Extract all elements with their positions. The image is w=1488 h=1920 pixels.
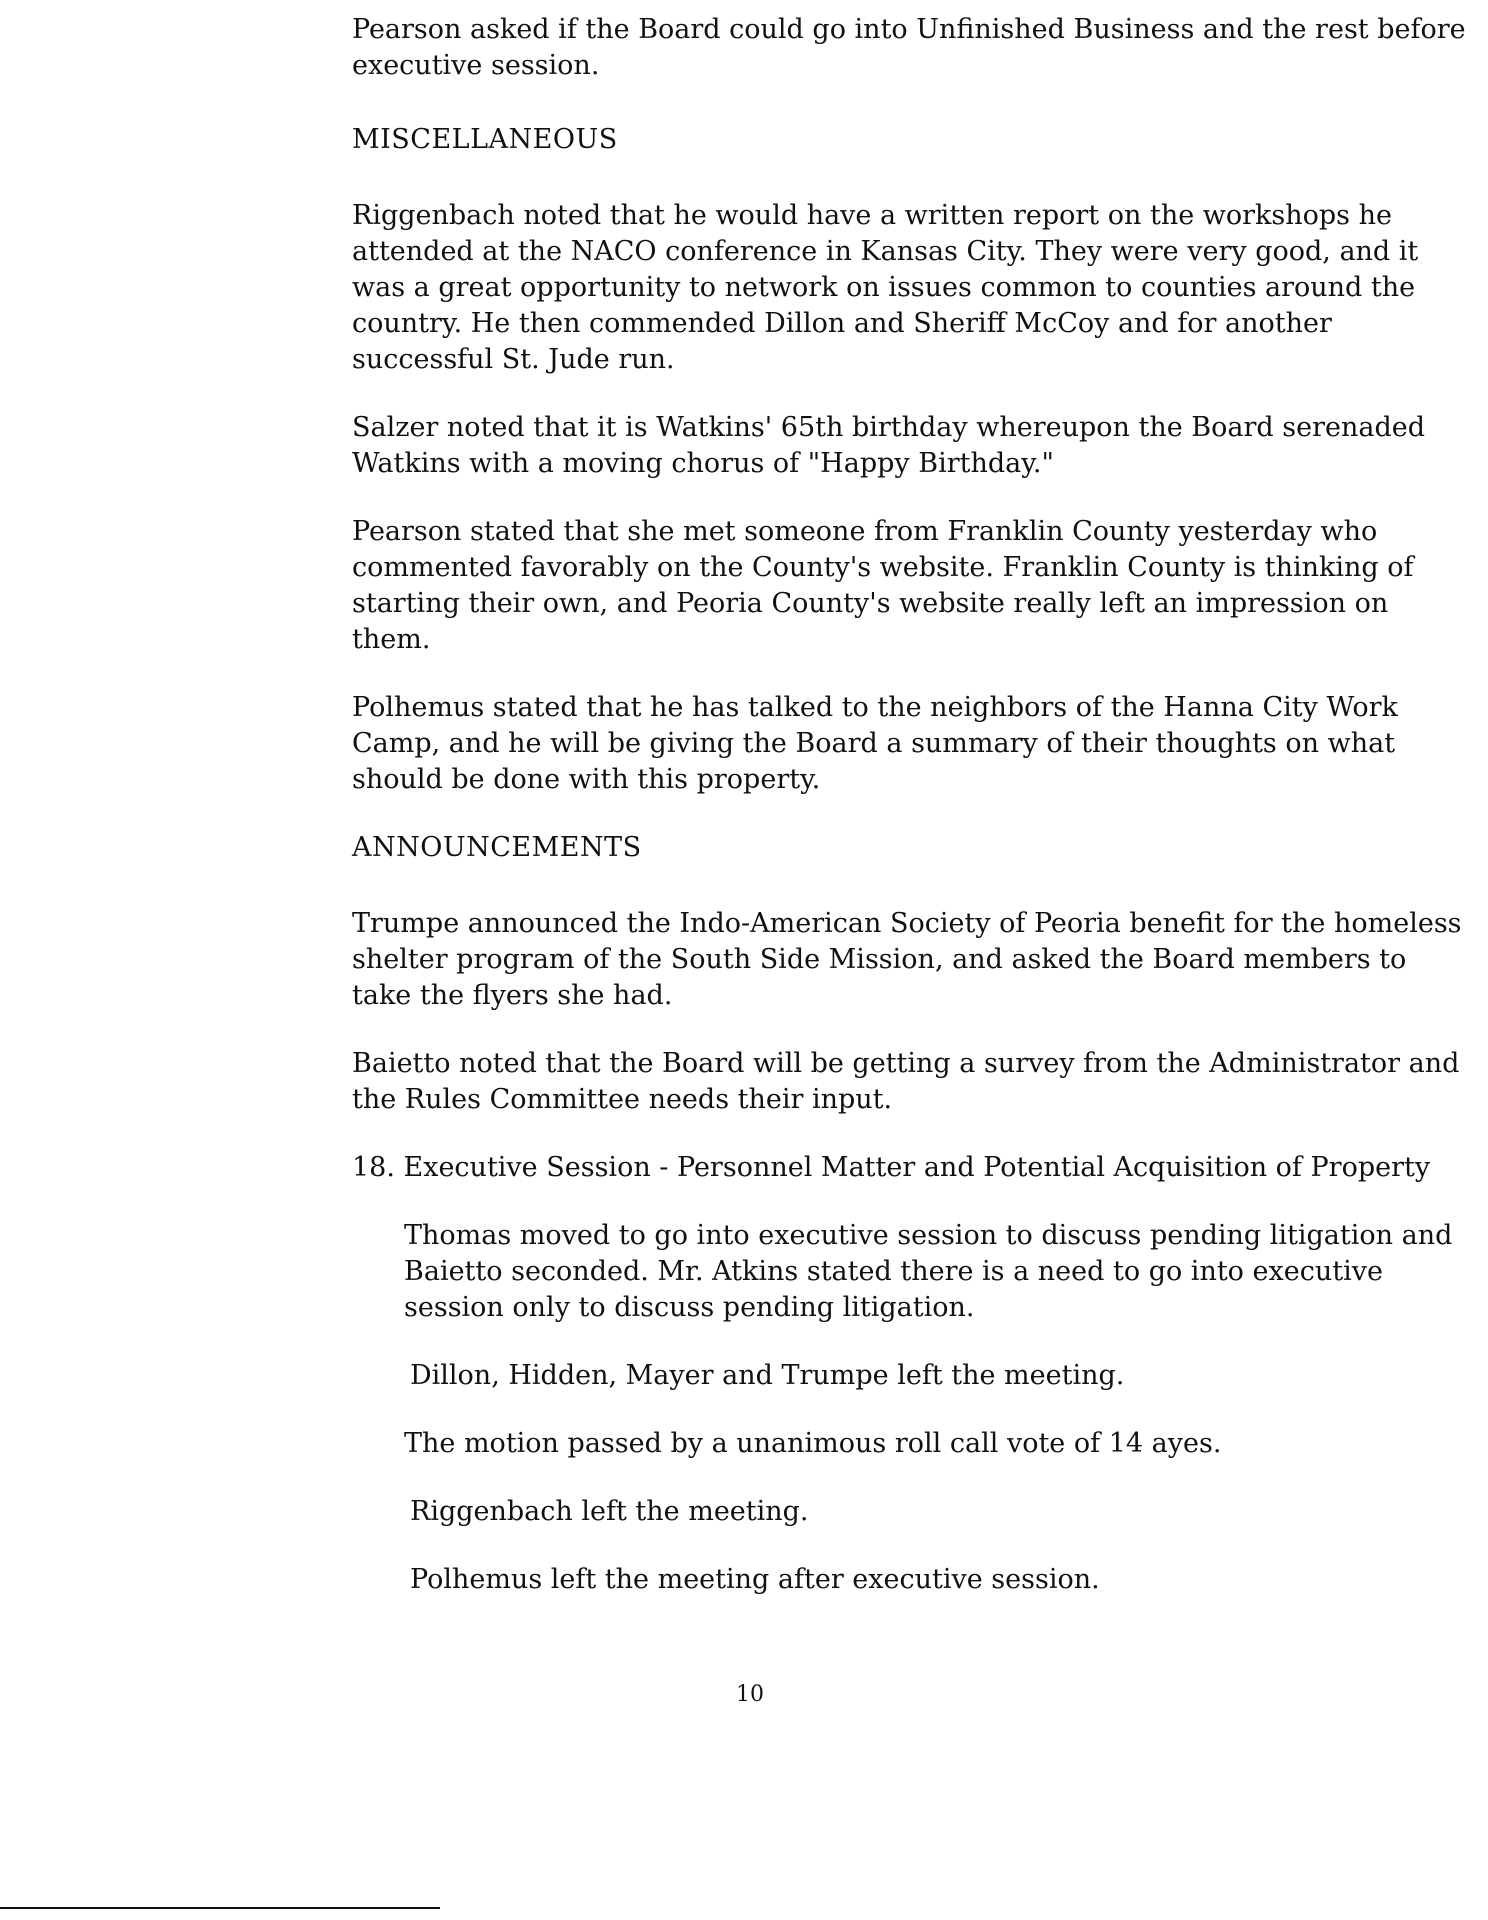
paragraph-salzer: Salzer noted that it is Watkins' 65th birthday whereupon the Board serenaded Watkins with a moving chorus of "Happy Birthday." bbox=[352, 412, 1426, 479]
footer-rule bbox=[0, 1907, 440, 1909]
page-number: 10 bbox=[736, 1682, 764, 1707]
page-content bbox=[352, 12, 1470, 1598]
paragraph-polhemus-left: Polhemus left the meeting after executive session. bbox=[410, 1564, 1100, 1595]
paragraph-motion: The motion passed by a unanimous roll call vote of 14 ayes. bbox=[404, 1428, 1222, 1459]
paragraph-riggenbach-left: Riggenbach left the meeting. bbox=[410, 1496, 809, 1527]
paragraph-thomas: Thomas moved to go into executive session to discuss pending litigation and Baietto seconded. Mr. Atkins stated there is a need to go into executive session only to discuss pending litigation. bbox=[404, 1220, 1453, 1323]
agenda-item-18: 18. Executive Session - Personnel Matter and Potential Acquisition of Property bbox=[352, 1152, 1431, 1183]
paragraph-riggenbach: Riggenbach noted that he would have a written report on the workshops he attended at the NACO conference in Kansas City. They were very good, and it was a great opportunity to network on issues common to counties around the country. He then commended Dillon and Sheriff McCoy and for another successful St. Jude run. bbox=[352, 200, 1419, 375]
paragraph-polhemus: Polhemus stated that he has talked to the neighbors of the Hanna City Work Camp, and he will be giving the Board a summary of their thoughts on what should be done with this property. bbox=[352, 692, 1398, 795]
paragraph-trumpe: Trumpe announced the Indo-American Society of Peoria benefit for the homeless shelter program of the South Side Mission, and asked the Board members to take the flyers she had. bbox=[352, 908, 1462, 1011]
paragraph-baietto: Baietto noted that the Board will be getting a survey from the Administrator and the Rules Committee needs their input. bbox=[352, 1048, 1460, 1115]
paragraph-pearson: Pearson stated that she met someone from Franklin County yesterday who commented favorably on the County's website. Franklin County is thinking of starting their own, and Peoria County's website really left an impression on them. bbox=[352, 516, 1414, 655]
heading-miscellaneous: MISCELLANEOUS bbox=[352, 124, 618, 155]
heading-announcements: ANNOUNCEMENTS bbox=[352, 832, 642, 863]
paragraph-dillon-left: Dillon, Hidden, Mayer and Trumpe left the meeting. bbox=[410, 1360, 1125, 1391]
paragraph-intro: Pearson asked if the Board could go into Unfinished Business and the rest before executive session. bbox=[352, 14, 1466, 81]
